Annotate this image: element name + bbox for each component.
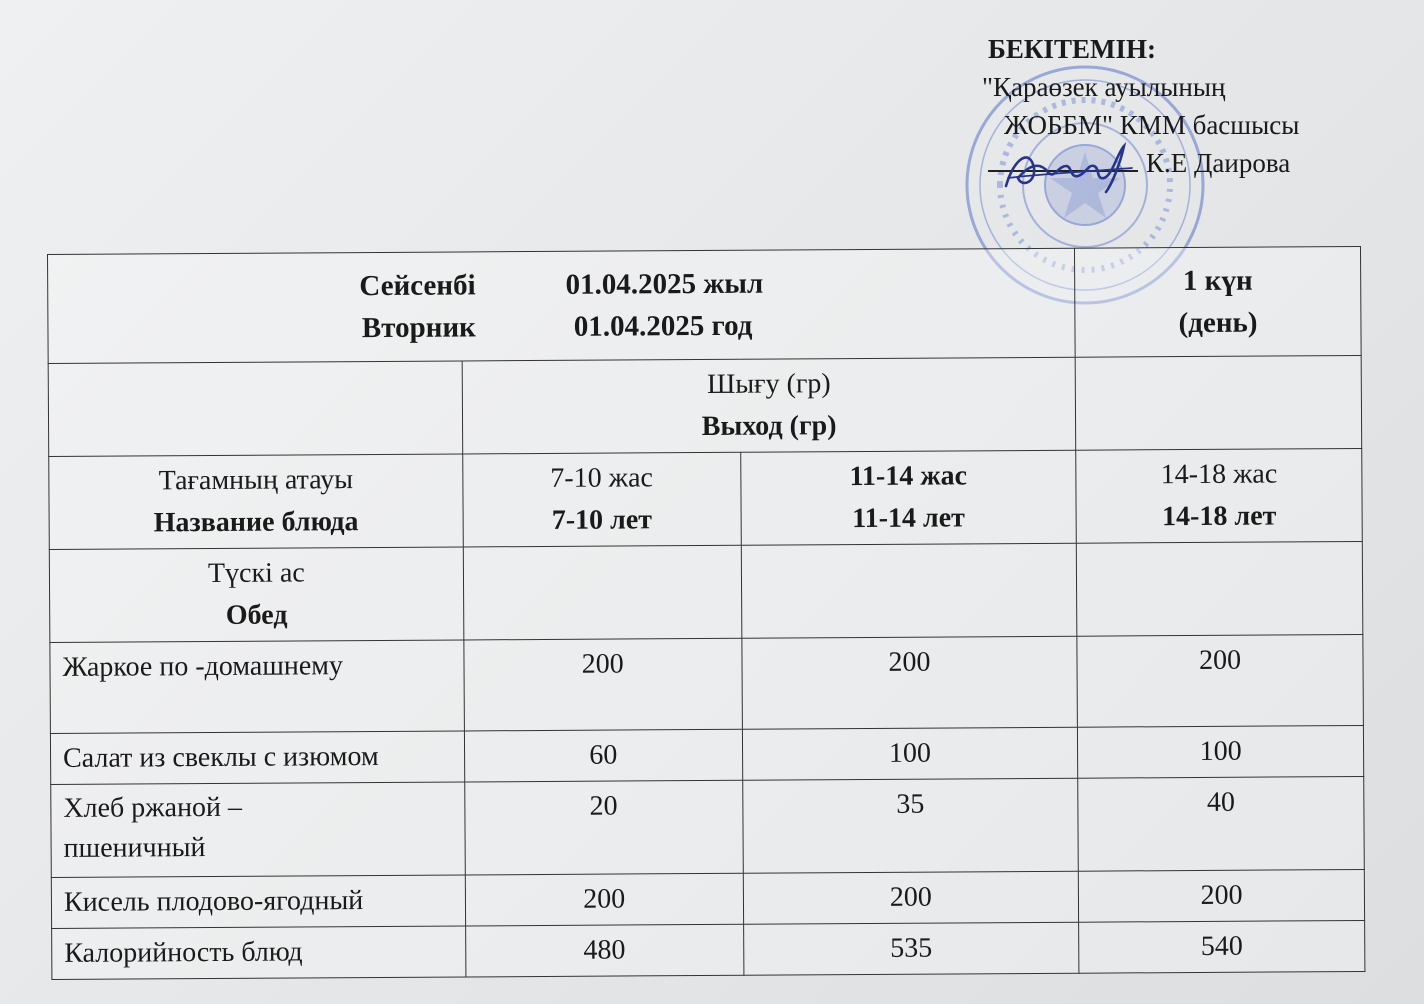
- value-age3: 540: [1079, 920, 1365, 973]
- approval-heading: БЕКІТЕМІН:: [988, 34, 1156, 64]
- dish-name: Калорийность блюд: [52, 926, 466, 980]
- value-age2: 200: [741, 636, 1077, 729]
- day-ru: Вторник: [361, 311, 476, 345]
- value-age3: 100: [1078, 725, 1364, 778]
- approval-signer: К.Е Даирова: [1146, 148, 1291, 178]
- empty-cell: [1077, 541, 1363, 636]
- date-cell: [48, 248, 1076, 363]
- dish-header-kz: Тағамның атауы: [158, 464, 354, 497]
- value-age2: 100: [742, 727, 1078, 780]
- age-14-18-header: [1076, 448, 1362, 543]
- approval-line-2: ЖОББМ" КММ басшысы: [1004, 110, 1300, 140]
- date-kz: 01.04.2025 жыл: [565, 267, 764, 301]
- value-age1: 20: [465, 780, 743, 875]
- table-row: [52, 920, 1365, 979]
- value-age2: 200: [743, 871, 1079, 924]
- menu-table: [47, 246, 1365, 980]
- empty-cell: [741, 543, 1077, 638]
- title-row: [48, 246, 1362, 363]
- age-7-10-header: [463, 452, 741, 547]
- age2-ru: 11-14 лет: [852, 502, 965, 535]
- age1-ru: 7-10 лет: [551, 504, 653, 536]
- empty-cell: [48, 361, 462, 457]
- value-age1: 60: [464, 729, 742, 782]
- age-11-14-header: [740, 450, 1076, 545]
- date-ru: 01.04.2025 год: [573, 309, 753, 343]
- day-number-cell: [1075, 246, 1361, 357]
- age3-ru: 14-18 лет: [1162, 500, 1277, 533]
- table-row: [51, 869, 1364, 928]
- value-age3: 200: [1079, 869, 1365, 922]
- dish-header-ru: Название блюда: [153, 506, 359, 539]
- age2-kz: 11-14 жас: [849, 460, 968, 493]
- dish-name: Жаркое по -домашнему: [50, 640, 464, 734]
- day-number-ru: (день): [1178, 306, 1258, 340]
- meal-cell: [49, 547, 463, 643]
- yield-ru: Выход (гр): [701, 410, 837, 443]
- meal-row: [49, 541, 1363, 642]
- value-age1: 480: [466, 924, 744, 977]
- meal-kz: Түскі ас: [207, 557, 305, 590]
- empty-cell: [463, 545, 741, 640]
- yield-row: [48, 355, 1362, 456]
- table-row: [50, 725, 1363, 784]
- approval-line-1: "Қараөзек ауылының: [982, 72, 1226, 102]
- meal-ru: Обед: [225, 599, 288, 631]
- signature-icon: [1000, 138, 1140, 198]
- age3-kz: 14-18 жас: [1160, 458, 1278, 491]
- value-age3: 200: [1077, 634, 1363, 727]
- value-age2: 35: [742, 778, 1078, 873]
- dish-name: Хлеб ржаной – пшеничный: [51, 782, 465, 878]
- dish-name-header: [49, 454, 463, 550]
- column-header-row: [49, 448, 1363, 549]
- day-number-kz: 1 күн: [1182, 264, 1253, 298]
- day-kz: Сейсенбі: [359, 269, 476, 303]
- value-age2: 535: [743, 922, 1079, 975]
- value-age1: 200: [464, 638, 742, 731]
- table-row: [50, 634, 1364, 733]
- dish-name: Кисель плодово-ягодный: [51, 875, 465, 929]
- table-row: [51, 776, 1365, 877]
- yield-kz: Шығу (гр): [706, 368, 831, 400]
- age1-kz: 7-10 жас: [550, 462, 653, 494]
- yield-header-cell: [462, 357, 1076, 454]
- dish-name: Салат из свеклы с изюмом: [50, 731, 464, 785]
- value-age3: 40: [1078, 776, 1364, 871]
- empty-cell: [1075, 355, 1361, 450]
- value-age1: 200: [465, 873, 743, 926]
